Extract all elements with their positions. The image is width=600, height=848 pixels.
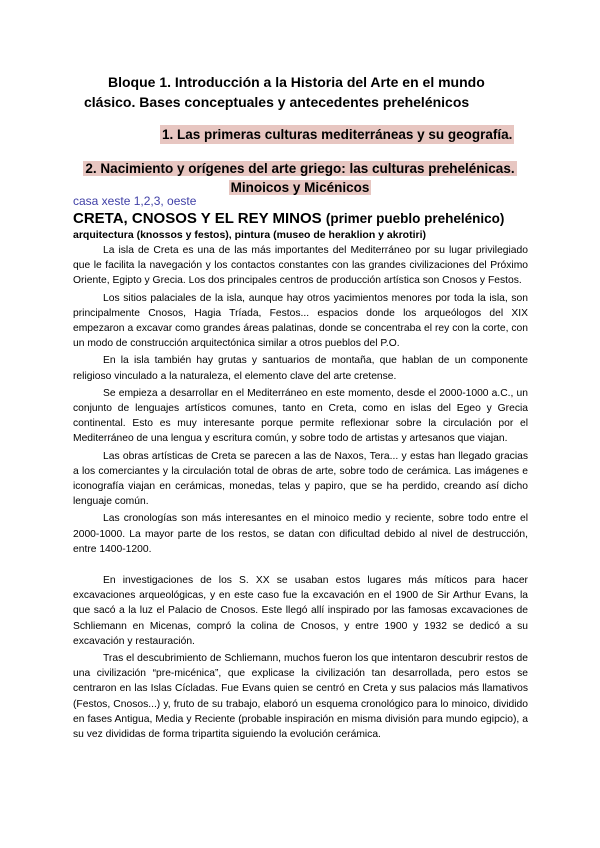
handwritten-note: casa xeste 1,2,3, oeste	[73, 194, 197, 208]
title-line-1: Bloque 1. Introducción a la Historia del Arte en el mundo	[108, 74, 485, 90]
section-2-line-1: 2. Nacimiento y orígenes del arte griego: las culturas prehelénicas.	[85, 161, 515, 176]
section-2-heading	[70, 159, 530, 197]
paragraph: Los sitios palaciales de la isla, aunque hay otros yacimientos menores por toda la isla, son principalmente Cnosos, Hagia Tríada, Festos... espacios donde los arqueólogos del XIX empezaron a excavar como grandes áreas palatinas, donde se concentraba el rey con la corte, con un modo de construcción arquitectónica similar a otros pueblos del P.O.	[73, 292, 528, 350]
paragraph: Tras el descubrimiento de Schliemann, muchos fueron los que intentaron descubrir restos de una civilización “pre-micénica”, que explicase la civilización tan desarrollada, pero estos se centraron en las Islas Cícladas. Fue Evans quien se centró en Creta y sus palacios más llamativos (Festos, Cnosos...) y, fruto de su trabajo, elaboró un esquema cronológico para lo minoico, dividido en fases Antigua, Media y Reciente (probable inspiración en misma división para mundo egipcio), a su vez divididas de forma tripartita siguiendo la evolución cerámica.	[73, 653, 528, 741]
topic-heading	[73, 209, 504, 229]
paragraph: La isla de Creta es una de las más importantes del Mediterráneo por su lugar privilegiado que le facilita la navegación y los contactos constantes con las grandes civilizaciones del Próximo Oriente, Egipto y Grecia. Los dos principales centros de producción artística son Cnosos y Festos.	[73, 245, 528, 287]
section-2-line-2: Minoicos y Micénicos	[230, 180, 370, 195]
paragraph: En investigaciones de los S. XX se usaban estos lugares más míticos para hacer excavaciones arqueológicas, y en este caso fue la excavación en el 1900 de Sir Arthur Evans, la que sacó a la luz el Palacio de Cnosos. Este llegó allí inspirado por las famosas excavaciones de Schliemann en Micenas, compró la colina de Cnosos, y entre 1900 y 1932 se dedicó a su excavación y restauración.	[73, 575, 528, 647]
paragraph: Las obras artísticas de Creta se parecen a las de Naxos, Tera... y estas han llegado gracias a los comerciantes y la circulación total de obras de arte, sobre todo de cerámica. Las imágenes e iconografía viajan en cerámicas, monedas, telas y papiro, que se ha perdido, creando así dicho lenguaje común.	[73, 450, 528, 508]
topic-heading-paren: (primer pueblo prehelénico)	[325, 211, 505, 226]
paragraph: Las cronologías son más interesantes en el minoico medio y reciente, sobre todo entre el 2000-1000. La mayor parte de los restos, se datan con dificultad debido al nivel de destrucción, entre 1400-1200.	[73, 513, 528, 555]
paragraph: En la isla también hay grutas y santuarios de montaña, que hablan de un componente religioso vinculado a la naturaleza, el elemento clave del arte cretense.	[73, 355, 528, 382]
section-1-heading: 1. Las primeras culturas mediterráneas y su geografía.	[162, 127, 513, 142]
document-title	[80, 72, 520, 112]
paragraph: Se empieza a desarrollar en el Mediterráneo en este momento, desde el 2000-1000 a.C., un conjunto de lenguajes artísticos comunes, tanto en Creta, como en islas del Egeo y Grecia continental. Esto es muy interesante porque permite reflexionar sobre la circulación por el Mediterráneo de una lengua y escritura común, y sobre todo de artistas y artesanos que viajan.	[73, 387, 528, 445]
title-line-2: clásico. Bases conceptuales y antecedentes prehelénicos	[84, 94, 470, 110]
topic-subheading: arquitectura (knossos y festos), pintura (museo de heraklion y akrotiri)	[73, 229, 427, 241]
topic-heading-main: CRETA, CNOSOS Y EL REY MINOS	[73, 210, 322, 227]
body-text	[73, 243, 528, 744]
